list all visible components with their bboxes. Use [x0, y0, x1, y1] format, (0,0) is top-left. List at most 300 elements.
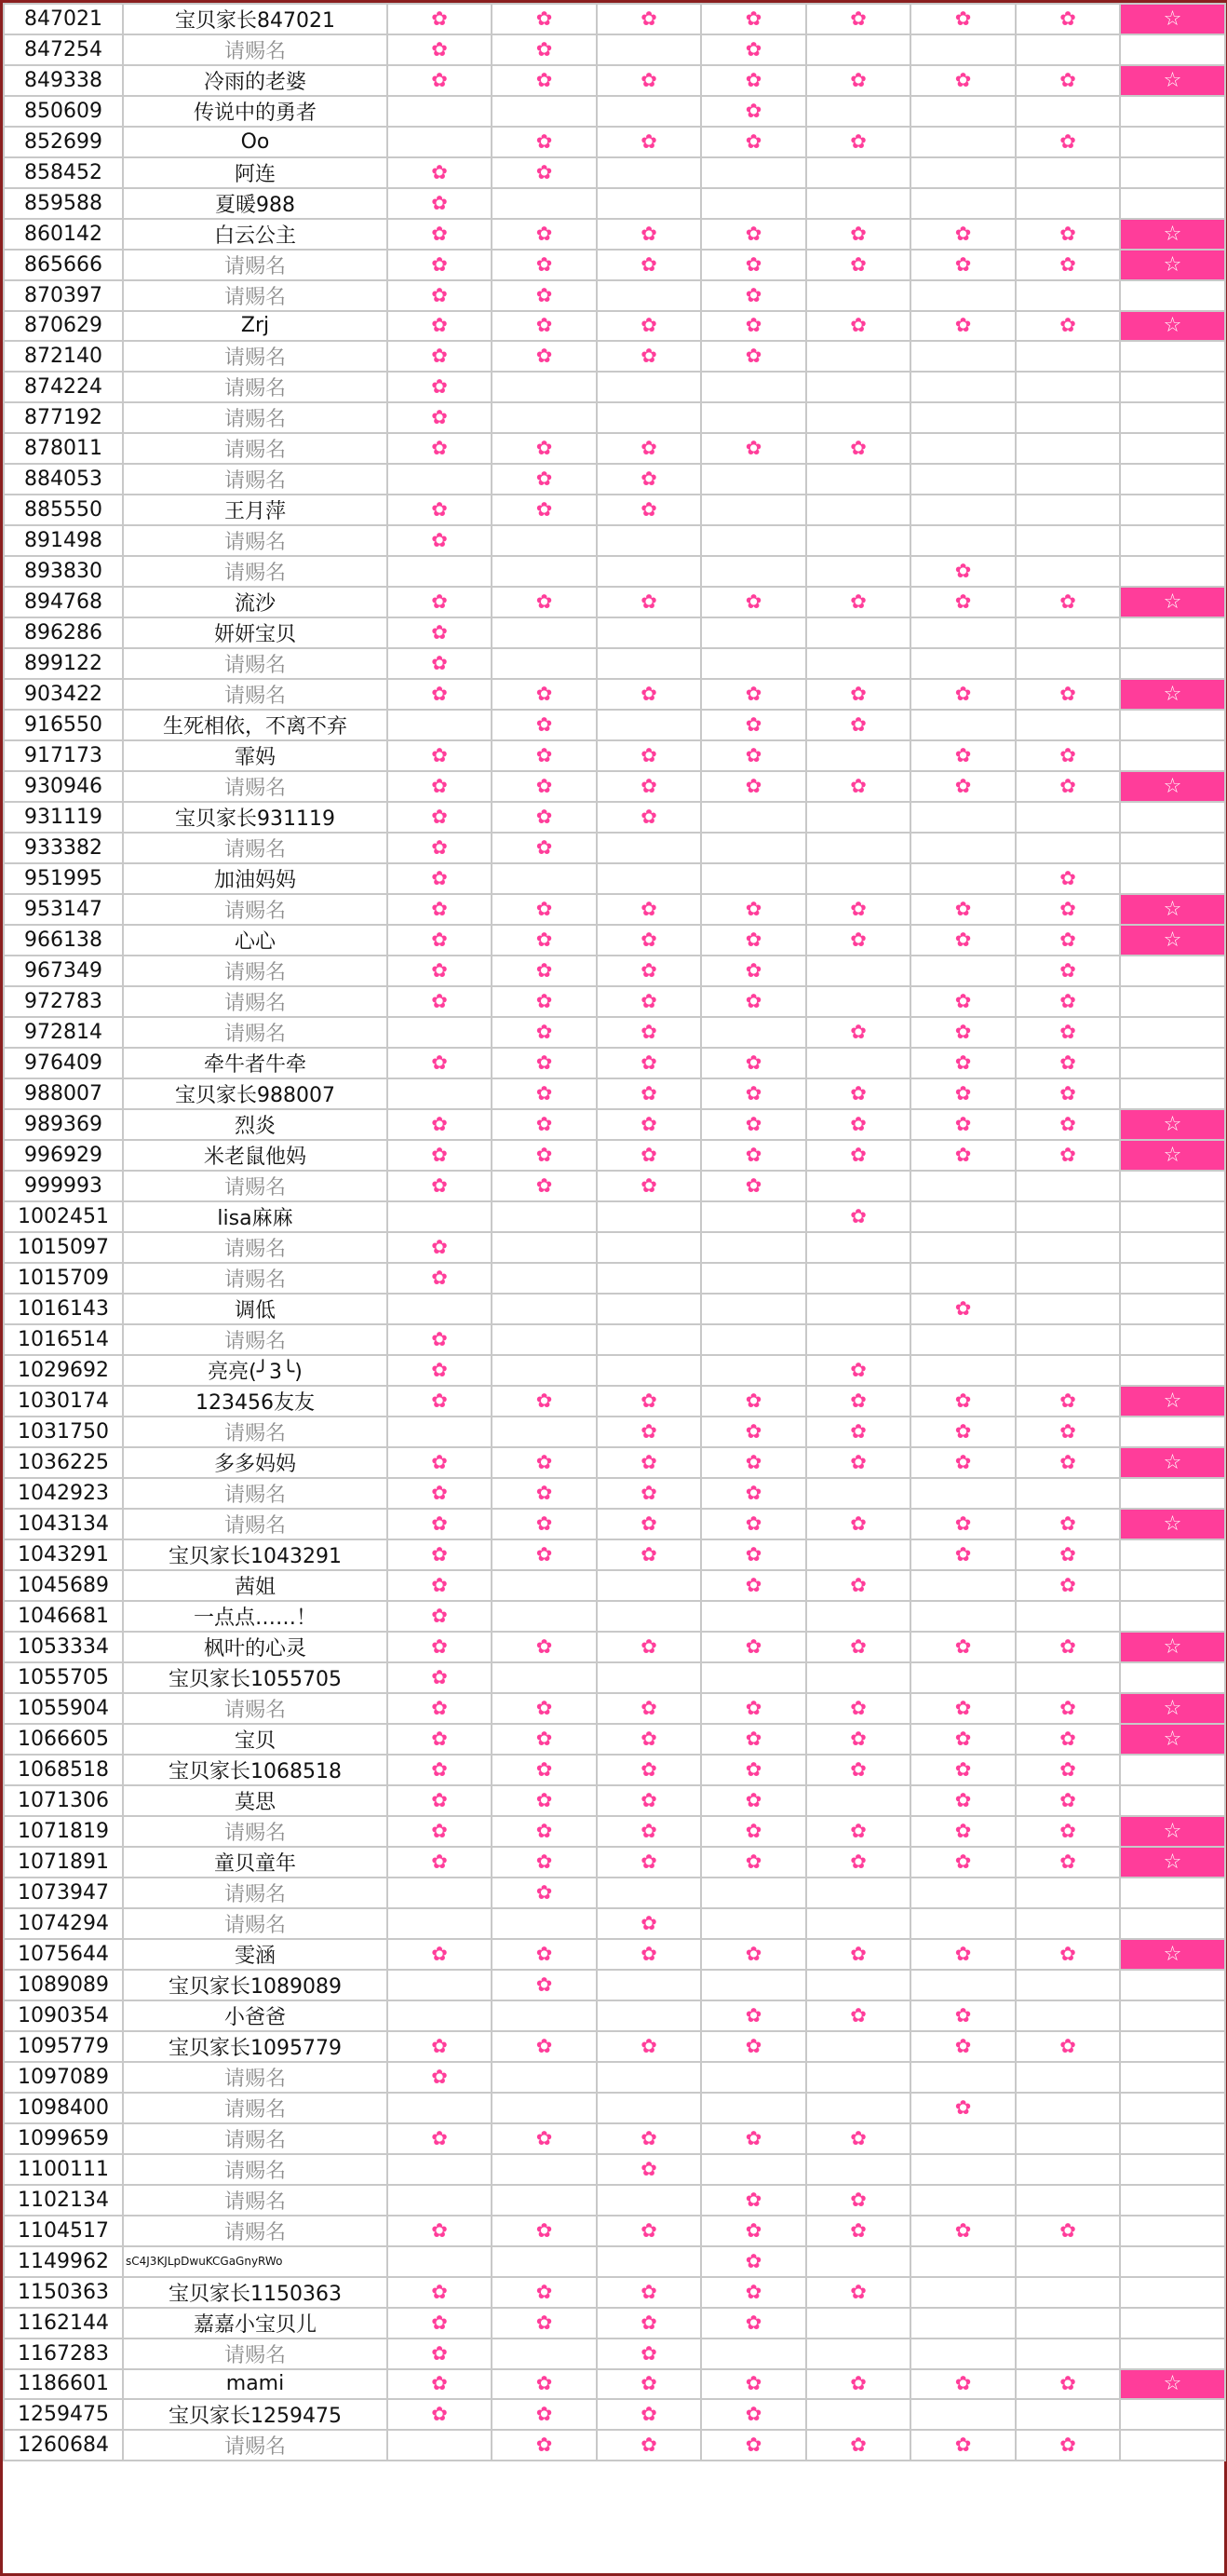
flower-icon: ✿ — [1059, 1420, 1076, 1443]
flower-icon: ✿ — [745, 1697, 762, 1719]
day-6-cell — [910, 2093, 1016, 2123]
user-name-cell: 123456友友 — [123, 1386, 387, 1417]
user-name-cell: 妍妍宝贝 — [123, 617, 387, 648]
day-3-cell — [597, 1939, 701, 1970]
flower-icon: ✿ — [535, 1174, 553, 1197]
day-3-cell — [597, 1078, 701, 1109]
flower-icon: ✿ — [431, 2219, 448, 2242]
day-1-cell — [387, 2093, 492, 2123]
user-name-cell: 请赐名 — [123, 280, 387, 311]
flower-icon: ✿ — [954, 1390, 972, 1412]
day-3-cell — [597, 525, 701, 556]
flower-icon: ✿ — [535, 1482, 553, 1504]
full-week-cell — [1120, 1755, 1225, 1785]
day-1-cell — [387, 1171, 492, 1201]
user-id-cell: 1055705 — [4, 1662, 123, 1693]
table-row — [4, 956, 1225, 986]
full-week-cell — [1120, 464, 1225, 495]
day-1-cell — [387, 1386, 492, 1417]
day-6-cell — [910, 863, 1016, 894]
flower-icon: ✿ — [954, 1297, 972, 1320]
full-week-cell — [1120, 1539, 1225, 1570]
flower-icon: ✿ — [745, 2403, 762, 2425]
day-4-cell — [701, 1539, 806, 1570]
flower-icon: ✿ — [640, 437, 657, 459]
flower-icon: ✿ — [745, 1144, 762, 1166]
table-row — [4, 34, 1225, 65]
full-week-cell — [1120, 863, 1225, 894]
flower-icon: ✿ — [745, 2189, 762, 2211]
day-3-cell — [597, 65, 701, 96]
flower-icon: ✿ — [745, 100, 762, 122]
day-7-cell — [1016, 1386, 1120, 1417]
flower-icon: ✿ — [1059, 1943, 1076, 1965]
flower-icon: ✿ — [850, 2219, 867, 2242]
flower-icon: ✿ — [640, 2311, 657, 2334]
full-week-cell — [1120, 710, 1225, 740]
flower-icon: ✿ — [431, 498, 448, 521]
day-6-cell — [910, 2369, 1016, 2400]
flower-icon: ✿ — [745, 2249, 762, 2272]
day-1-cell — [387, 2000, 492, 2031]
day-5-cell — [806, 556, 910, 587]
day-1-cell — [387, 1539, 492, 1570]
flower-icon: ✿ — [535, 1021, 553, 1043]
user-name-cell: 小爸爸 — [123, 2000, 387, 2031]
day-6-cell — [910, 1908, 1016, 1939]
user-name-cell: 王月萍 — [123, 495, 387, 525]
flower-icon: ✿ — [745, 1420, 762, 1443]
table-row — [4, 1509, 1225, 1539]
full-week-cell — [1120, 2062, 1225, 2093]
day-3-cell — [597, 1478, 701, 1509]
day-3-cell — [597, 4, 701, 34]
day-5-cell — [806, 1878, 910, 1908]
flower-icon: ✿ — [640, 1113, 657, 1135]
table-row — [4, 679, 1225, 710]
flower-icon: ✿ — [745, 683, 762, 705]
day-2-cell — [492, 1324, 597, 1355]
flower-icon: ✿ — [640, 806, 657, 828]
day-2-cell — [492, 250, 597, 280]
day-6-cell — [910, 2216, 1016, 2246]
flower-icon: ✿ — [640, 1820, 657, 1842]
table-row — [4, 1908, 1225, 1939]
day-3-cell — [597, 1632, 701, 1662]
star-icon: ☆ — [1163, 1943, 1182, 1966]
flower-icon: ✿ — [745, 959, 762, 982]
flower-icon: ✿ — [535, 1728, 553, 1750]
day-1-cell — [387, 1785, 492, 1816]
day-1-cell — [387, 925, 492, 956]
day-7-cell — [1016, 1140, 1120, 1171]
flower-icon: ✿ — [640, 1482, 657, 1504]
day-4-cell — [701, 1171, 806, 1201]
user-id-cell: 972783 — [4, 986, 123, 1017]
user-id-cell: 860142 — [4, 219, 123, 250]
user-id-cell: 1260684 — [4, 2430, 123, 2461]
star-icon: ☆ — [1163, 69, 1182, 92]
checkin-table — [3, 3, 1226, 2461]
day-7-cell — [1016, 2062, 1120, 2093]
table-row — [4, 894, 1225, 925]
table-row — [4, 372, 1225, 402]
day-3-cell — [597, 1201, 701, 1232]
flower-icon: ✿ — [745, 1635, 762, 1658]
day-7-cell — [1016, 280, 1120, 311]
day-2-cell — [492, 341, 597, 372]
day-6-cell — [910, 894, 1016, 925]
user-name-cell: 请赐名 — [123, 556, 387, 587]
flower-icon: ✿ — [431, 1512, 448, 1535]
day-2-cell — [492, 1601, 597, 1632]
day-4-cell — [701, 956, 806, 986]
day-6-cell — [910, 1847, 1016, 1878]
day-4-cell — [701, 2123, 806, 2154]
user-name-cell: 调低 — [123, 1294, 387, 1324]
day-1-cell — [387, 1755, 492, 1785]
user-name-cell: 请赐名 — [123, 1324, 387, 1355]
day-4-cell — [701, 34, 806, 65]
flower-icon: ✿ — [850, 898, 867, 920]
flower-icon: ✿ — [640, 498, 657, 521]
day-3-cell — [597, 96, 701, 127]
day-5-cell — [806, 1109, 910, 1140]
flower-icon: ✿ — [745, 2004, 762, 2027]
day-2-cell — [492, 433, 597, 464]
flower-icon: ✿ — [850, 1697, 867, 1719]
day-6-cell — [910, 2185, 1016, 2216]
day-3-cell — [597, 250, 701, 280]
flower-icon: ✿ — [535, 69, 553, 91]
day-3-cell — [597, 986, 701, 1017]
flower-icon: ✿ — [640, 1174, 657, 1197]
day-2-cell — [492, 587, 597, 617]
day-4-cell — [701, 1662, 806, 1693]
day-5-cell — [806, 1509, 910, 1539]
day-1-cell — [387, 2339, 492, 2369]
day-2-cell — [492, 2216, 597, 2246]
day-4-cell — [701, 1294, 806, 1324]
flower-icon: ✿ — [431, 1758, 448, 1781]
flower-icon: ✿ — [1059, 129, 1076, 153]
day-3-cell — [597, 679, 701, 710]
user-id-cell: 916550 — [4, 710, 123, 740]
day-7-cell — [1016, 65, 1120, 96]
flower-icon: ✿ — [431, 929, 448, 951]
day-5-cell — [806, 1632, 910, 1662]
day-3-cell — [597, 1263, 701, 1294]
day-5-cell — [806, 1970, 910, 2000]
user-id-cell: 1029692 — [4, 1355, 123, 1386]
day-1-cell — [387, 219, 492, 250]
flower-icon: ✿ — [1059, 1697, 1076, 1719]
day-4-cell — [701, 802, 806, 833]
day-5-cell — [806, 2216, 910, 2246]
full-week-cell — [1120, 1939, 1225, 1970]
day-4-cell — [701, 525, 806, 556]
day-2-cell — [492, 863, 597, 894]
user-id-cell: 1167283 — [4, 2339, 123, 2369]
flower-icon: ✿ — [640, 2403, 657, 2425]
full-week-cell — [1120, 1447, 1225, 1478]
day-2-cell — [492, 127, 597, 157]
table-row — [4, 2369, 1225, 2400]
day-7-cell — [1016, 802, 1120, 833]
flower-icon: ✿ — [431, 345, 448, 367]
day-4-cell — [701, 65, 806, 96]
full-week-cell — [1120, 372, 1225, 402]
user-id-cell: 1016143 — [4, 1294, 123, 1324]
day-2-cell — [492, 1109, 597, 1140]
day-1-cell — [387, 2430, 492, 2461]
day-4-cell — [701, 1140, 806, 1171]
flower-icon: ✿ — [1059, 1851, 1076, 1873]
flower-icon: ✿ — [850, 2127, 867, 2149]
full-week-cell — [1120, 341, 1225, 372]
day-1-cell — [387, 1570, 492, 1601]
flower-icon: ✿ — [640, 69, 657, 91]
day-6-cell — [910, 1417, 1016, 1447]
day-6-cell — [910, 1078, 1016, 1109]
day-7-cell — [1016, 219, 1120, 250]
flower-icon: ✿ — [850, 1512, 867, 1535]
day-6-cell — [910, 1171, 1016, 1201]
table-row — [4, 2399, 1225, 2430]
full-week-cell — [1120, 1171, 1225, 1201]
flower-icon: ✿ — [431, 806, 448, 828]
flower-icon: ✿ — [745, 283, 762, 306]
day-6-cell — [910, 587, 1016, 617]
flower-icon: ✿ — [850, 1574, 867, 1596]
day-3-cell — [597, 1755, 701, 1785]
flower-icon: ✿ — [535, 1082, 553, 1105]
day-2-cell — [492, 1878, 597, 1908]
day-4-cell — [701, 1355, 806, 1386]
day-6-cell — [910, 34, 1016, 65]
table-row — [4, 1017, 1225, 1048]
day-1-cell — [387, 280, 492, 311]
day-4-cell — [701, 986, 806, 1017]
day-7-cell — [1016, 894, 1120, 925]
flower-icon: ✿ — [745, 1758, 762, 1781]
full-week-cell — [1120, 833, 1225, 863]
day-7-cell — [1016, 2308, 1120, 2339]
day-6-cell — [910, 833, 1016, 863]
flower-icon: ✿ — [431, 2280, 448, 2303]
table-row — [4, 2093, 1225, 2123]
day-2-cell — [492, 1355, 597, 1386]
day-7-cell — [1016, 2369, 1120, 2400]
user-id-cell: 931119 — [4, 802, 123, 833]
flower-icon: ✿ — [431, 867, 448, 889]
day-7-cell — [1016, 2000, 1120, 2031]
flower-icon: ✿ — [535, 1789, 553, 1811]
day-4-cell — [701, 2246, 806, 2277]
day-5-cell — [806, 1847, 910, 1878]
full-week-cell — [1120, 1386, 1225, 1417]
full-week-cell — [1120, 1478, 1225, 1509]
flower-icon: ✿ — [431, 1820, 448, 1842]
user-name-cell: 请赐名 — [123, 648, 387, 679]
day-4-cell — [701, 127, 806, 157]
day-6-cell — [910, 188, 1016, 219]
day-3-cell — [597, 2308, 701, 2339]
user-id-cell: 976409 — [4, 1048, 123, 1078]
day-3-cell — [597, 1693, 701, 1724]
flower-icon: ✿ — [535, 898, 553, 920]
flower-icon: ✿ — [1059, 683, 1076, 705]
day-4-cell — [701, 2031, 806, 2062]
day-4-cell — [701, 464, 806, 495]
full-week-cell — [1120, 525, 1225, 556]
user-name-cell: 请赐名 — [123, 833, 387, 863]
flower-icon: ✿ — [535, 345, 553, 367]
user-name-cell: 请赐名 — [123, 34, 387, 65]
table-row — [4, 1324, 1225, 1355]
day-4-cell — [701, 925, 806, 956]
user-id-cell: 930946 — [4, 771, 123, 802]
star-icon: ☆ — [1163, 929, 1182, 952]
flower-icon: ✿ — [954, 1082, 972, 1105]
user-name-cell: 冷雨的老婆 — [123, 65, 387, 96]
day-1-cell — [387, 1509, 492, 1539]
day-6-cell — [910, 1693, 1016, 1724]
day-6-cell — [910, 617, 1016, 648]
user-id-cell: 1100111 — [4, 2154, 123, 2185]
flower-icon: ✿ — [431, 1482, 448, 1504]
flower-icon: ✿ — [640, 1144, 657, 1166]
day-5-cell — [806, 2031, 910, 2062]
day-6-cell — [910, 341, 1016, 372]
day-3-cell — [597, 2369, 701, 2400]
day-2-cell — [492, 402, 597, 433]
day-6-cell — [910, 2000, 1016, 2031]
user-name-cell: 童贝童年 — [123, 1847, 387, 1878]
flower-icon: ✿ — [535, 1635, 553, 1658]
day-5-cell — [806, 1693, 910, 1724]
user-id-cell: 1099659 — [4, 2123, 123, 2154]
day-5-cell — [806, 587, 910, 617]
day-4-cell — [701, 710, 806, 740]
day-3-cell — [597, 2339, 701, 2369]
day-7-cell — [1016, 1232, 1120, 1263]
flower-icon: ✿ — [1059, 867, 1076, 889]
day-2-cell — [492, 311, 597, 342]
day-4-cell — [701, 740, 806, 771]
full-week-cell — [1120, 2031, 1225, 2062]
flower-icon: ✿ — [535, 1943, 553, 1965]
flower-icon: ✿ — [954, 744, 972, 766]
day-3-cell — [597, 1294, 701, 1324]
day-5-cell — [806, 1263, 910, 1294]
day-7-cell — [1016, 1570, 1120, 1601]
full-week-cell — [1120, 4, 1225, 34]
flower-icon: ✿ — [640, 1912, 657, 1934]
flower-icon: ✿ — [431, 2372, 448, 2395]
flower-icon: ✿ — [745, 2434, 762, 2456]
day-7-cell — [1016, 127, 1120, 157]
flower-icon: ✿ — [1059, 1635, 1076, 1658]
day-1-cell — [387, 679, 492, 710]
day-5-cell — [806, 127, 910, 157]
user-id-cell: 1015097 — [4, 1232, 123, 1263]
user-id-cell: 899122 — [4, 648, 123, 679]
day-2-cell — [492, 1386, 597, 1417]
day-1-cell — [387, 648, 492, 679]
day-4-cell — [701, 1570, 806, 1601]
day-5-cell — [806, 34, 910, 65]
flower-icon: ✿ — [431, 590, 448, 613]
table-row — [4, 433, 1225, 464]
flower-icon: ✿ — [1059, 69, 1076, 91]
full-week-cell — [1120, 96, 1225, 127]
day-1-cell — [387, 2369, 492, 2400]
flower-icon: ✿ — [1059, 2035, 1076, 2057]
day-6-cell — [910, 1324, 1016, 1355]
flower-icon: ✿ — [745, 1943, 762, 1965]
flower-icon: ✿ — [640, 1420, 657, 1443]
flower-icon: ✿ — [850, 1635, 867, 1658]
table-row — [4, 1417, 1225, 1447]
flower-icon: ✿ — [745, 1820, 762, 1842]
day-3-cell — [597, 219, 701, 250]
user-name-cell: 请赐名 — [123, 956, 387, 986]
day-7-cell — [1016, 188, 1120, 219]
day-2-cell — [492, 495, 597, 525]
flower-icon: ✿ — [1059, 1021, 1076, 1043]
table-row — [4, 771, 1225, 802]
table-row — [4, 96, 1225, 127]
day-6-cell — [910, 402, 1016, 433]
flower-icon: ✿ — [535, 1113, 553, 1135]
flower-icon: ✿ — [1059, 1451, 1076, 1473]
flower-icon: ✿ — [954, 222, 972, 245]
day-4-cell — [701, 1201, 806, 1232]
day-7-cell — [1016, 1632, 1120, 1662]
star-icon: ☆ — [1163, 1113, 1182, 1136]
day-2-cell — [492, 1570, 597, 1601]
day-4-cell — [701, 556, 806, 587]
day-5-cell — [806, 2399, 910, 2430]
day-3-cell — [597, 1017, 701, 1048]
day-2-cell — [492, 464, 597, 495]
day-2-cell — [492, 1816, 597, 1847]
day-1-cell — [387, 2216, 492, 2246]
flower-icon: ✿ — [954, 990, 972, 1012]
flower-icon: ✿ — [535, 1758, 553, 1781]
flower-icon: ✿ — [954, 683, 972, 705]
day-3-cell — [597, 710, 701, 740]
user-id-cell: 1071891 — [4, 1847, 123, 1878]
flower-icon: ✿ — [431, 1605, 448, 1627]
user-name-cell: 茜姐 — [123, 1570, 387, 1601]
day-1-cell — [387, 4, 492, 34]
flower-icon: ✿ — [850, 314, 867, 337]
day-7-cell — [1016, 1878, 1120, 1908]
day-2-cell — [492, 710, 597, 740]
flower-icon: ✿ — [535, 683, 553, 705]
day-3-cell — [597, 433, 701, 464]
star-icon: ☆ — [1163, 1390, 1182, 1413]
flower-icon: ✿ — [431, 1236, 448, 1258]
day-7-cell — [1016, 250, 1120, 280]
day-7-cell — [1016, 1171, 1120, 1201]
flower-icon: ✿ — [640, 990, 657, 1012]
day-5-cell — [806, 1386, 910, 1417]
flower-icon: ✿ — [431, 191, 448, 214]
flower-icon: ✿ — [954, 1420, 972, 1443]
